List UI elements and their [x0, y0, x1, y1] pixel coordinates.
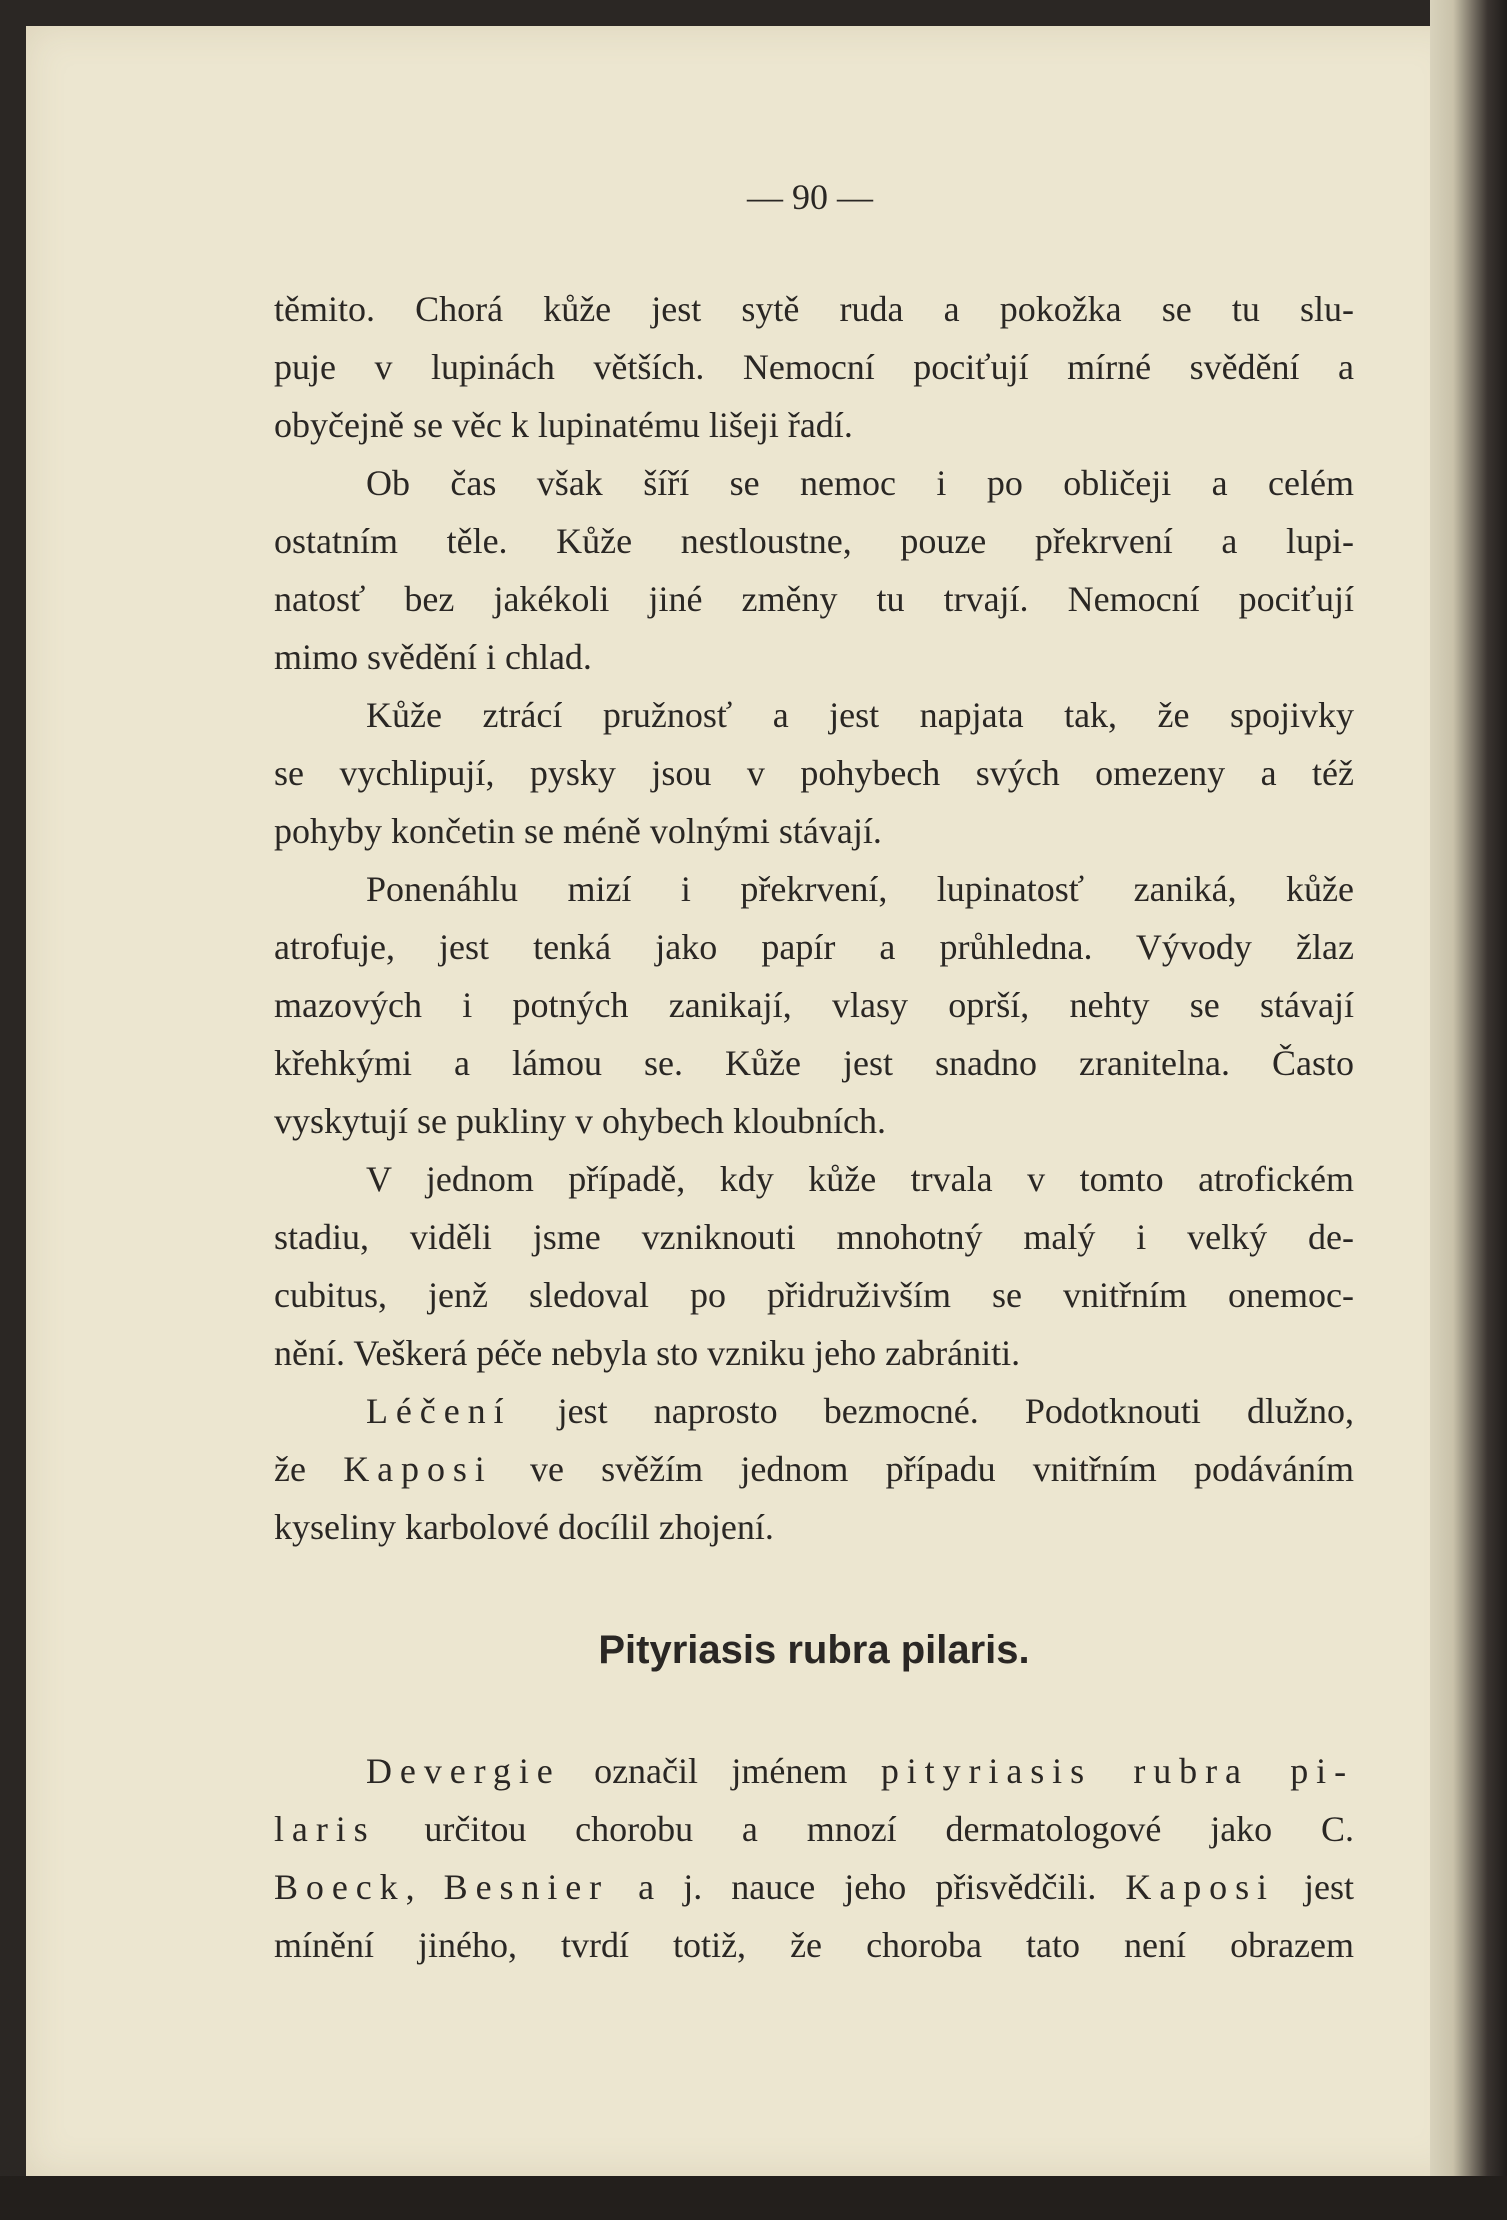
text-line: [274, 1382, 1354, 1440]
text-line: [274, 1440, 1354, 1498]
disease-term: laris: [274, 1809, 376, 1849]
body-text-top: [274, 280, 1354, 1556]
text-line: cubitus, jenž sledoval po přidruživším se vnitřním onemoc-: [274, 1275, 1354, 1315]
text-span: že: [274, 1449, 344, 1489]
text-line: nění. Veškerá péče nebyla sto vzniku jeho zabrániti.: [274, 1333, 1021, 1373]
text-line: těmito. Chorá kůže jest sytě ruda a pokožka se tu slu-: [274, 289, 1354, 329]
text-line: stadiu, viděli jsme vzniknouti mnohotný malý i velký de-: [274, 1217, 1354, 1257]
author-name: Kaposi: [343, 1449, 493, 1489]
bottom-edge: [0, 2176, 1507, 2220]
text-span: označil jménem: [560, 1751, 881, 1791]
author-name: Devergie: [366, 1751, 561, 1791]
text-line: atrofuje, jest tenká jako papír a průhledna. Vývody žlaz: [274, 927, 1354, 967]
text-span: určitou chorobu a mnozí dermatologové jako C.: [375, 1809, 1354, 1849]
text-line: natosť bez jakékoli jiné změny tu trvají. Nemocní pociťují: [274, 579, 1354, 619]
text-line: puje v lupinách větších. Nemocní pociťují mírné svědění a: [274, 347, 1354, 387]
text-line: [274, 1800, 1354, 1858]
text-span: jest: [1274, 1867, 1354, 1907]
text-line: [274, 1858, 1354, 1916]
body-text-bottom: [274, 1742, 1354, 1974]
page-number: — 90 —: [747, 177, 873, 217]
book-spine-edge: [1430, 0, 1507, 2220]
text-line: kyseliny karbolové docílil zhojení.: [274, 1507, 774, 1547]
author-name: Kaposi: [1125, 1867, 1275, 1907]
text-line: mazových i potných zanikají, vlasy oprší, nehty se stávají: [274, 985, 1354, 1025]
disease-term: pityriasis rubra pi-: [880, 1751, 1354, 1791]
text-line: ostatním těle. Kůže nestloustne, pouze překrvení a lupi-: [274, 521, 1354, 561]
author-name: Besnier: [443, 1867, 610, 1907]
text-span: jest naprosto bezmocné. Podotknouti dlužno,: [511, 1391, 1354, 1431]
text-span: ,: [405, 1867, 444, 1907]
text-line: křehkými a lámou se. Kůže jest snadno zranitelna. Často: [274, 1043, 1354, 1083]
text-line: Kůže ztrácí pružnosť a jest napjata tak, že spojivky: [366, 695, 1354, 735]
text-line: [274, 1742, 1354, 1800]
text-line: Ob čas však šíří se nemoc i po obličeji a celém: [366, 463, 1354, 503]
section-heading: Pityriasis rubra pilaris.: [598, 1628, 1030, 1672]
text-line: vyskytují se pukliny v ohybech kloubních.: [274, 1101, 886, 1141]
text-line: Ponenáhlu mizí i překrvení, lupinatosť zaniká, kůže: [366, 869, 1354, 909]
text-line: V jednom případě, kdy kůže trvala v tomto atrofickém: [366, 1159, 1354, 1199]
text-span: ve svěžím jednom případu vnitřním podáváním: [492, 1449, 1354, 1489]
text-line: mínění jiného, tvrdí totiž, že choroba tato není obrazem: [274, 1925, 1354, 1965]
text-line: se vychlipují, pysky jsou v pohybech svých omezeny a též: [274, 753, 1354, 793]
text-line: obyčejně se věc k lupinatému lišeji řadí.: [274, 405, 853, 445]
text-line: pohyby končetin se méně volnými stávají.: [274, 811, 882, 851]
text-span: a j. nauce jeho přisvědčili.: [609, 1867, 1126, 1907]
spaced-term: Léčení: [366, 1391, 512, 1431]
author-name: Boeck: [274, 1867, 406, 1907]
text-line: mimo svědění i chlad.: [274, 637, 592, 677]
